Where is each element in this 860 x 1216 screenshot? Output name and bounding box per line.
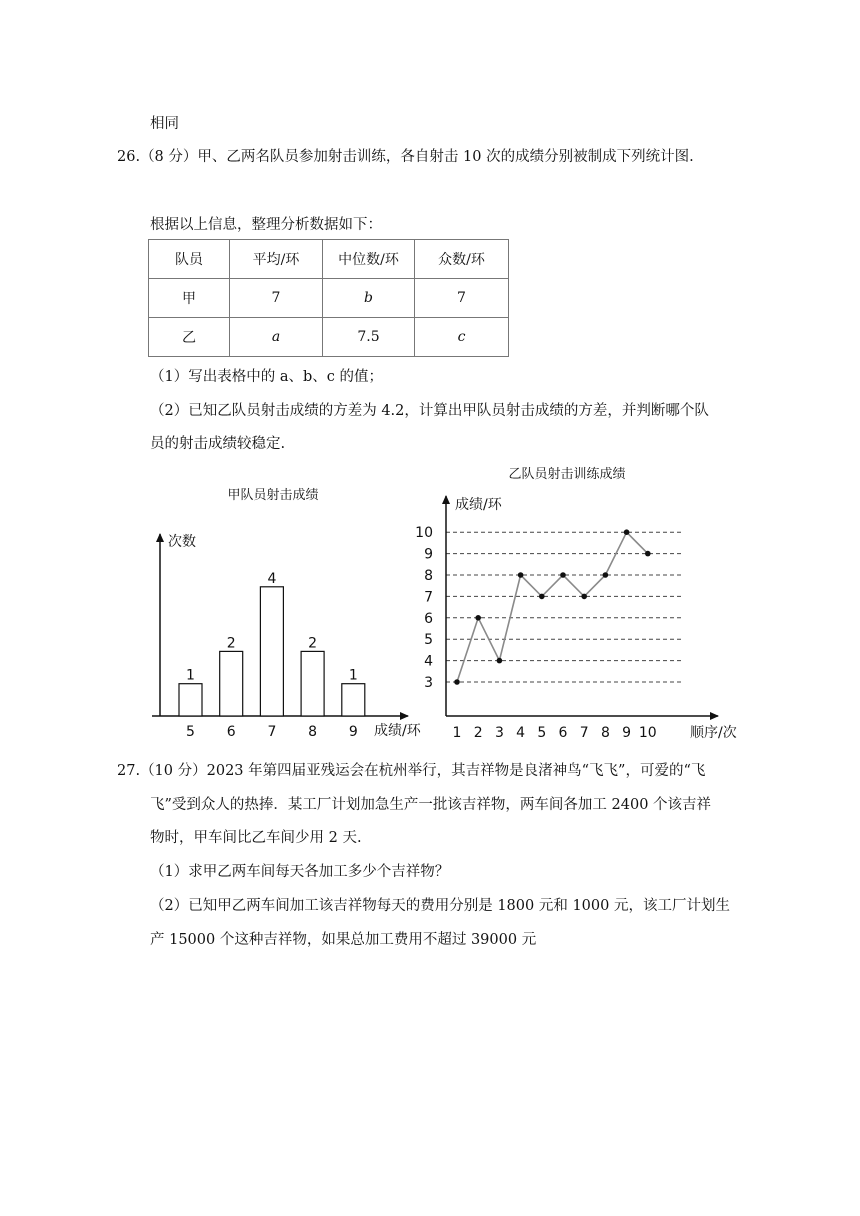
table-cell: b	[323, 279, 415, 318]
y-tick-label: 3	[424, 675, 433, 691]
data-point	[603, 572, 609, 578]
x-axis-label: 成绩/环	[374, 723, 421, 739]
q26-sub2: （2）已知乙队员射击成绩的方差为 4.2，计算出甲队员射击成绩的方差，并判断哪个队	[150, 403, 709, 419]
y-axis-label: 次数	[168, 534, 196, 550]
table-row	[149, 318, 509, 357]
q26-text: 甲、乙两名队员参加射击训练，各自射击 10 次的成绩分别被制成下列统计图.	[197, 149, 694, 165]
x-tick-label: 6	[226, 724, 236, 740]
q27-sub2-cont: 产 15000 个这种吉祥物，如果总加工费用不超过 39000 元	[150, 932, 537, 948]
table-cell: 乙	[149, 318, 230, 357]
table-cell: 7	[415, 279, 509, 318]
q27-line1: 2023 年第四届亚残运会在杭州举行，其吉祥物是良渚神鸟“飞飞”，可爱的“飞	[206, 763, 706, 779]
y-tick-label: 9	[424, 546, 433, 563]
table-header-cell: 众数/环	[415, 240, 509, 279]
table-row	[149, 279, 509, 318]
y-tick-label: 10	[415, 525, 433, 542]
bar	[220, 651, 243, 716]
x-tick-label: 6	[558, 725, 568, 741]
q26-number: 26.	[117, 149, 141, 165]
y-tick-label: 5	[424, 632, 433, 649]
bar-data-label: 1	[186, 667, 195, 684]
q27-stem	[117, 759, 705, 780]
x-tick-label: 5	[186, 724, 195, 740]
y-tick-label: 8	[424, 568, 433, 584]
bar-data-label: 2	[226, 635, 236, 652]
table-header-cell: 队员	[149, 240, 230, 279]
data-point	[624, 529, 630, 535]
bar	[342, 684, 365, 716]
table-cell: 甲	[149, 279, 230, 318]
q26-score: （8 分）	[140, 149, 198, 165]
table-cell: 7.5	[323, 318, 415, 357]
bar-data-label: 2	[308, 635, 318, 652]
data-point	[497, 658, 503, 664]
table-header-row	[149, 240, 509, 279]
q27-score: （10 分）	[140, 763, 207, 779]
data-point	[560, 572, 566, 578]
series-line	[457, 532, 648, 682]
bar-chart-jia	[152, 487, 422, 740]
table-header-cell: 中位数/环	[323, 240, 415, 279]
x-tick-label: 1	[452, 725, 462, 741]
table-cell: c	[415, 318, 509, 357]
x-tick-label: 8	[600, 725, 610, 741]
x-tick-label: 4	[516, 725, 526, 741]
data-point	[518, 572, 524, 578]
table-cell: 7	[230, 279, 323, 318]
data-point	[645, 551, 651, 557]
q26-sub1: （1）写出表格中的 a、b、c 的值；	[150, 369, 383, 385]
charts-figure	[0, 460, 860, 750]
x-axis-label: 顺序/次	[690, 725, 737, 741]
data-point	[475, 615, 481, 621]
bar	[260, 587, 283, 716]
x-tick-label: 8	[308, 724, 318, 740]
q27-sub2: （2）已知甲乙两车间加工该吉祥物每天的费用分别是 1800 元和 1000 元，该工厂计划生	[150, 898, 730, 914]
bar	[301, 651, 324, 716]
x-tick-label: 7	[267, 724, 277, 740]
bar-data-label: 4	[267, 570, 277, 587]
line-chart-yi	[415, 466, 737, 741]
y-tick-label: 6	[424, 610, 433, 627]
y-tick-label: 4	[424, 653, 433, 670]
y-axis-label: 成绩/环	[455, 497, 502, 513]
x-tick-label: 3	[494, 725, 504, 741]
x-tick-label: 10	[638, 725, 657, 741]
chart-title: 乙队员射击训练成绩	[508, 467, 626, 482]
table-header-cell: 平均/环	[230, 240, 323, 279]
x-tick-label: 7	[579, 725, 589, 741]
q27-line2: 飞”受到众人的热捧．某工厂计划加急生产一批该吉祥物，两车间各加工 2400 个该吉祥	[150, 797, 712, 813]
prev-question-tail: 相同	[150, 116, 179, 132]
q26-stem	[117, 145, 694, 166]
q27-line3: 物时，甲车间比乙车间少用 2 天.	[150, 830, 362, 846]
q27-sub1: （1）求甲乙两车间每天各加工多少个吉祥物？	[150, 864, 450, 880]
x-tick-label: 9	[348, 724, 358, 740]
bar-data-label: 1	[348, 667, 358, 684]
chart-title: 甲队员射击成绩	[227, 488, 319, 503]
data-point	[539, 594, 545, 600]
x-tick-label: 5	[537, 725, 547, 741]
bar	[179, 684, 202, 716]
x-tick-label: 2	[473, 725, 483, 741]
q26-intro: 根据以上信息，整理分析数据如下：	[150, 217, 382, 233]
data-point	[581, 594, 587, 600]
data-point	[454, 679, 460, 685]
q27-number: 27.	[117, 763, 141, 779]
y-tick-label: 7	[424, 589, 433, 606]
x-tick-label: 9	[622, 725, 632, 741]
stats-table	[148, 239, 509, 357]
q26-sub2-cont: 员的射击成绩较稳定.	[150, 436, 286, 452]
table-cell: a	[230, 318, 323, 357]
